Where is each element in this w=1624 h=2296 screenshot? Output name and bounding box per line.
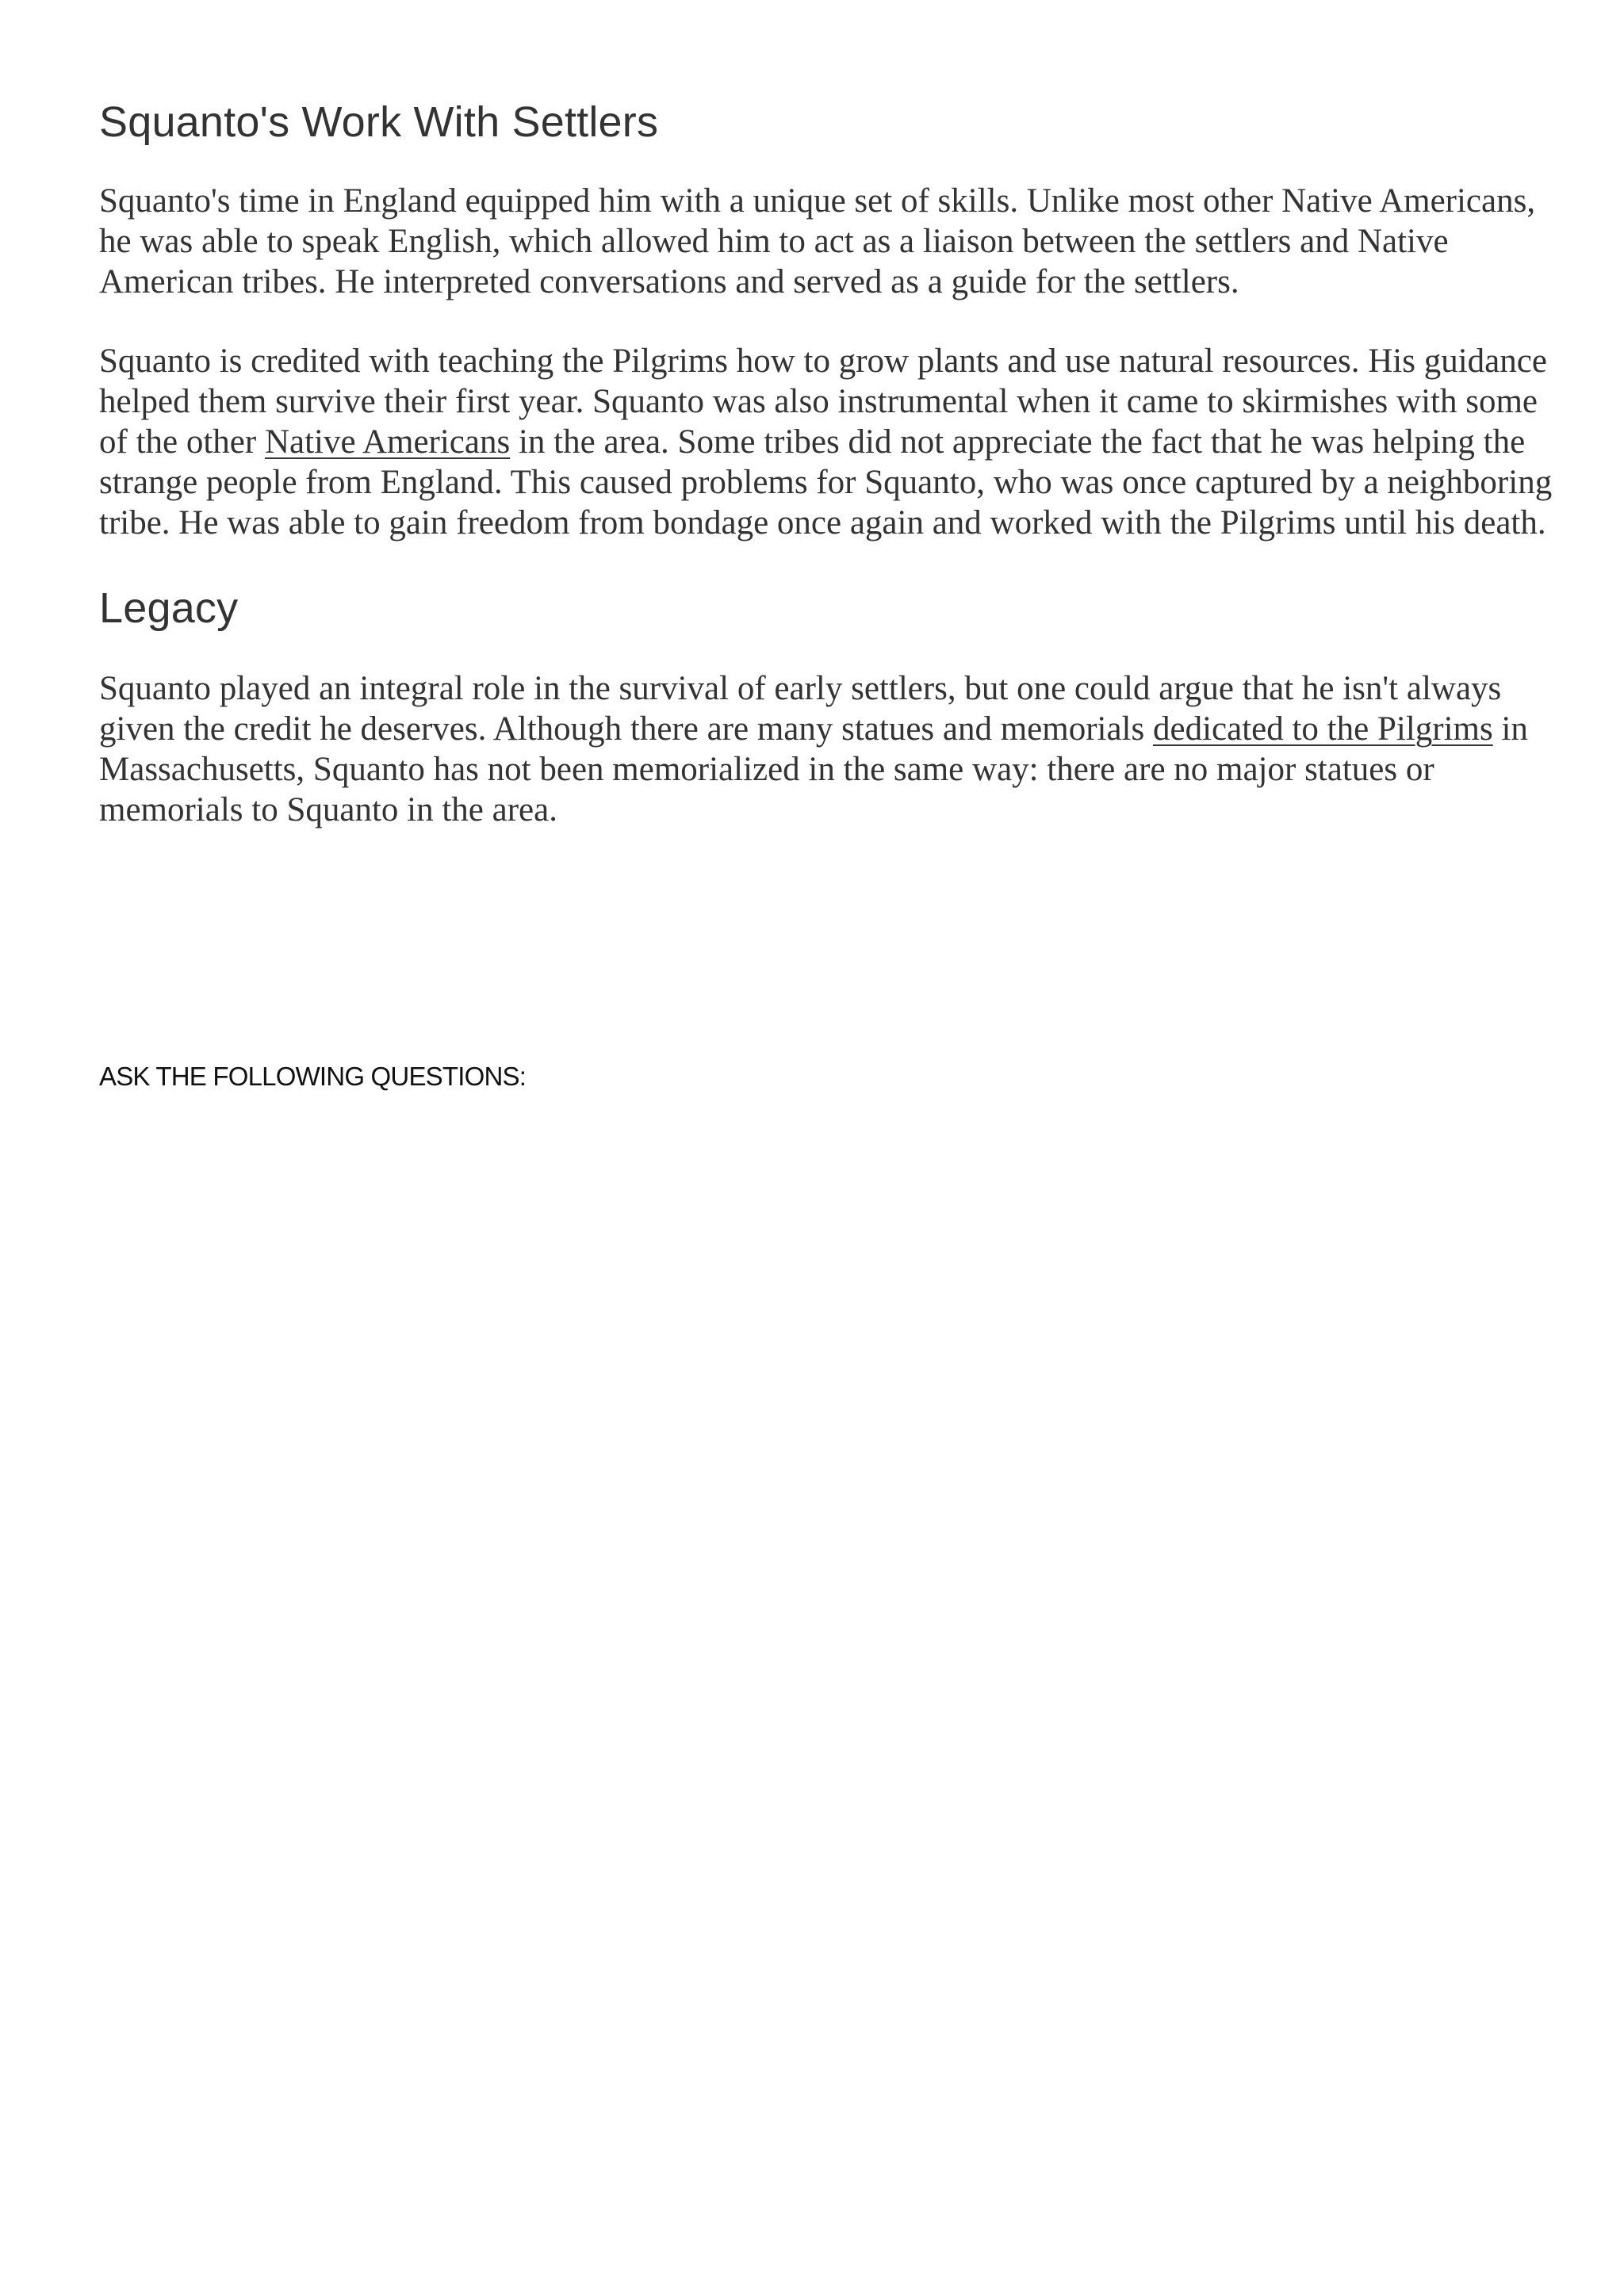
paragraph-text: in the area. Some tribes did not appreciate the fact that he was helping the strange people from England. This caused problems for Squanto, who was once captured by a neighboring tribe. He was able to gain freedom from bondage once again and worked with the Pilgrims until his death.	[99, 423, 1553, 541]
paragraph	[99, 181, 1574, 302]
paragraph-text: in Massachusetts, Squanto has not been memorialized in the same way: there are no major statues or memorials to Squanto in the area.	[99, 710, 1528, 828]
section-heading-work-with-settlers: Squanto's Work With Settlers	[99, 98, 659, 146]
paragraph-text: Squanto played an integral role in the survival of early settlers, but one could argue that he isn't always given the credit he deserves. Although there are many statues and memorials	[99, 670, 1502, 748]
paragraph	[99, 341, 1574, 543]
native-americans-link[interactable]: Native Americans	[264, 423, 511, 461]
section-heading-legacy: Legacy	[99, 584, 239, 632]
paragraph	[99, 668, 1574, 830]
dedicated-to-pilgrims-link[interactable]: dedicated to the Pilgrims	[1153, 710, 1493, 748]
paragraph-text: Squanto's time in England equipped him with a unique set of skills. Unlike most other Native Americans, he was able to speak English, which allowed him to act as a liaison between the settlers and Native American tribes. He interpreted conversations and served as a guide for the settlers.	[99, 182, 1536, 300]
questions-label: ASK THE FOLLOWING QUESTIONS:	[99, 1062, 527, 1091]
paragraph-text: Squanto is credited with teaching the Pilgrims how to grow plants and use natural resources. His guidance helped them survive their first year. Squanto was also instrumental when it came to skirmishes with some of the other	[99, 342, 1547, 461]
article-body	[99, 94, 1574, 830]
